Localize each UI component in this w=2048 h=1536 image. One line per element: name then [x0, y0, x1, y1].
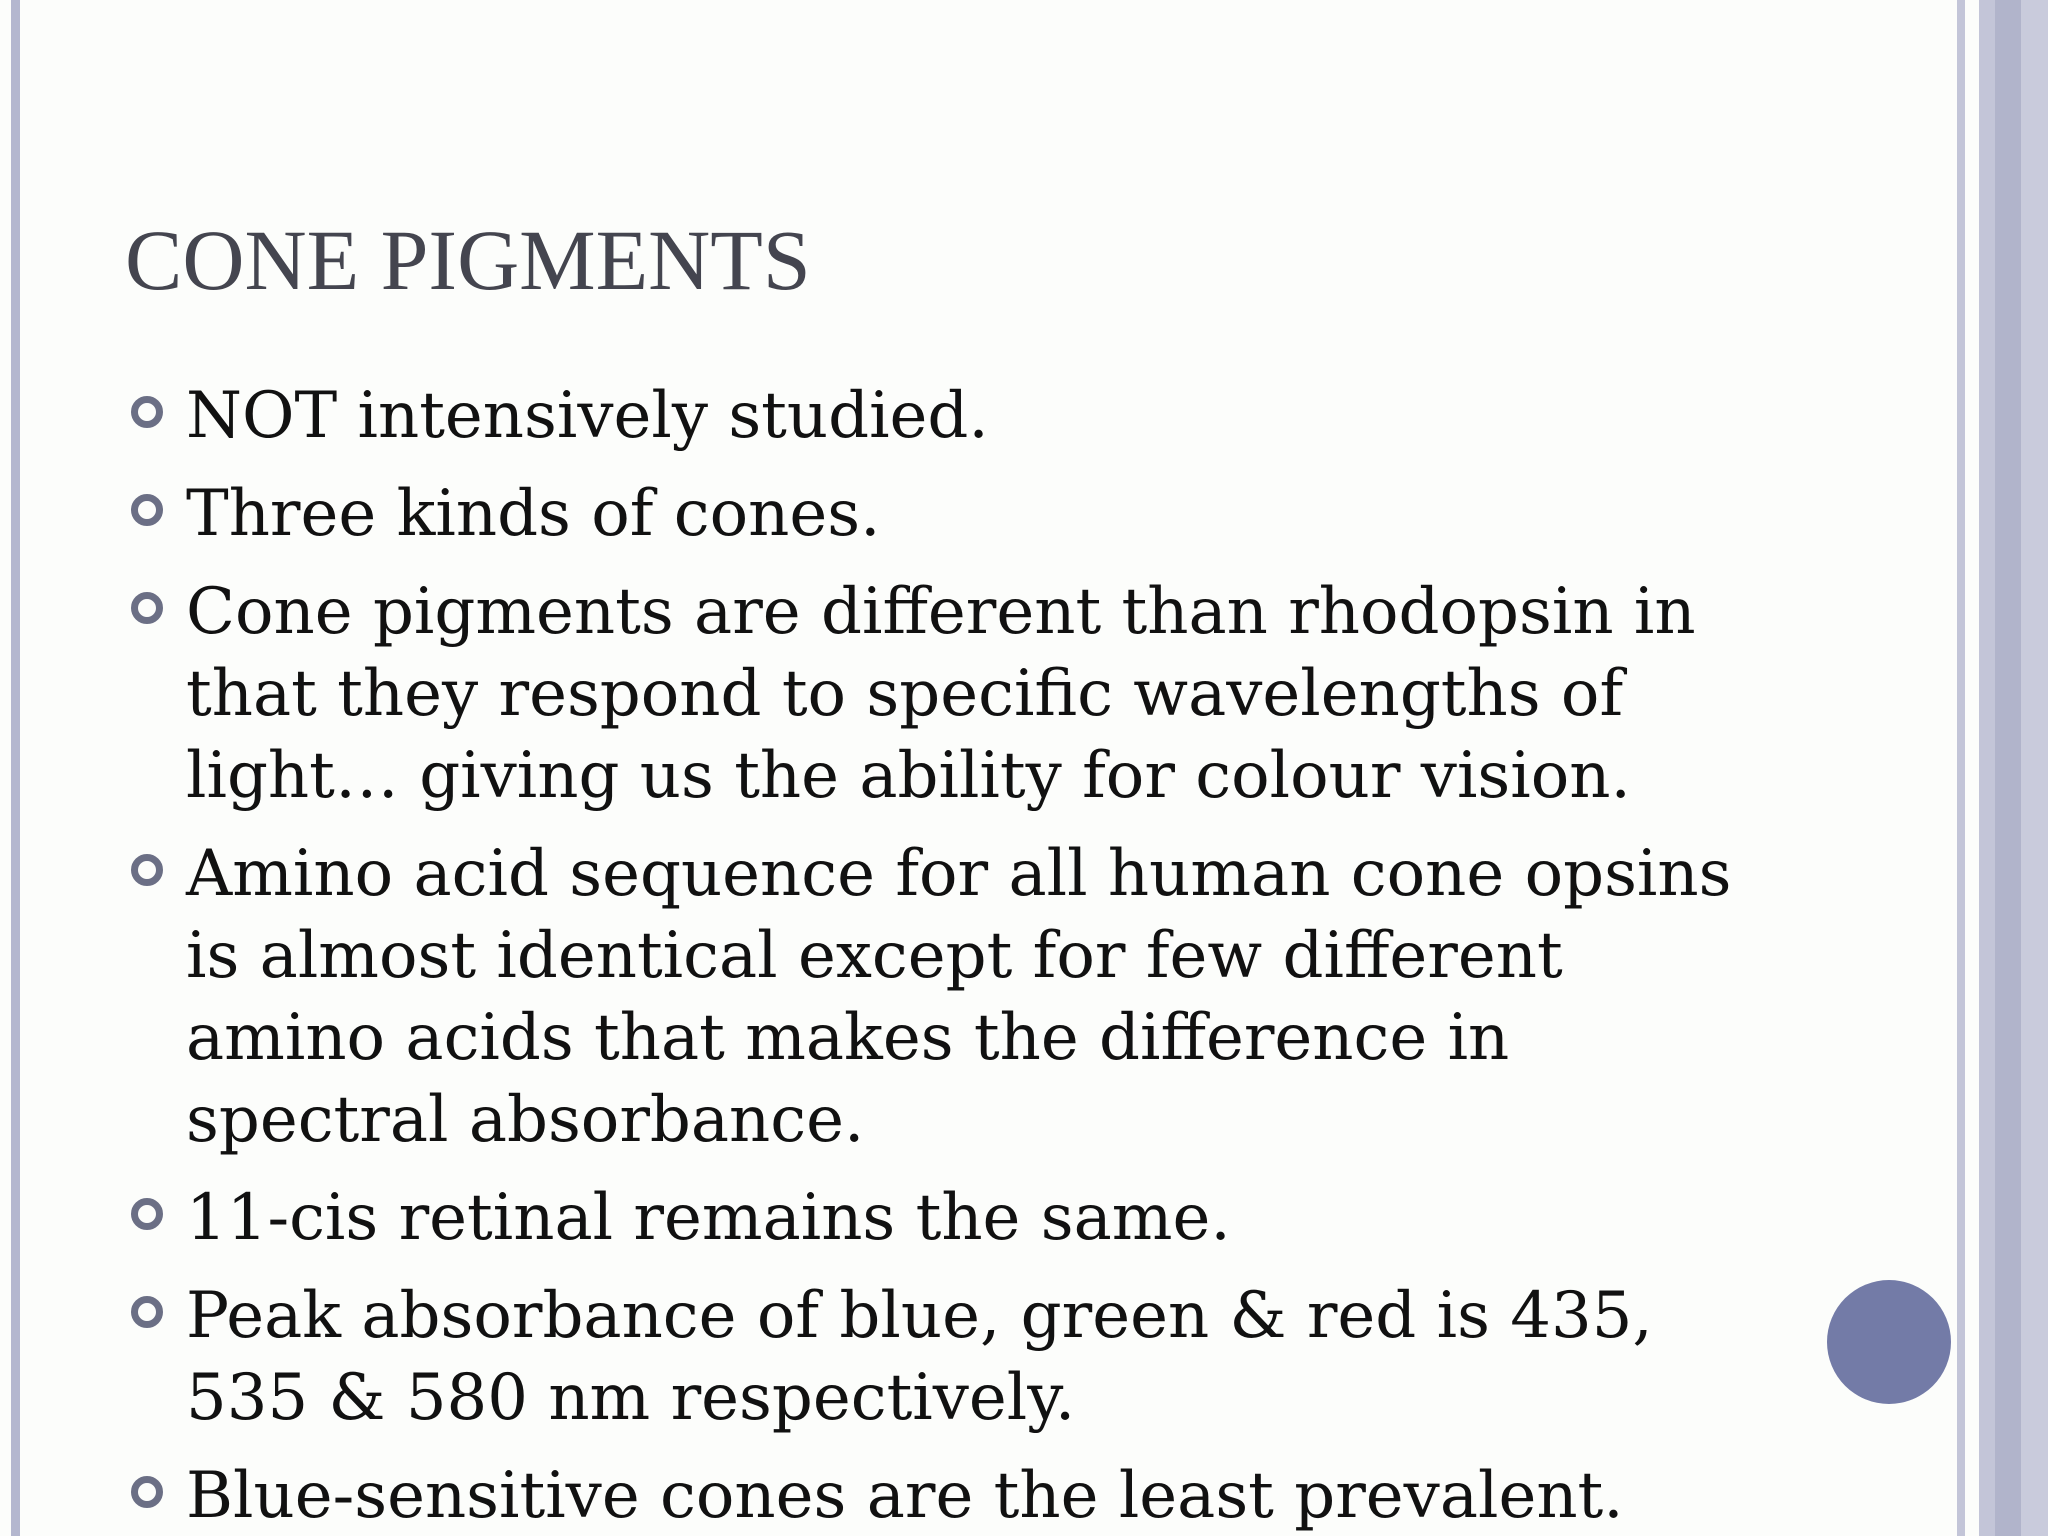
- bullet-item: [125, 833, 1775, 1161]
- bullet-text: NOT intensively studied.: [186, 379, 989, 453]
- bullet-text: Amino acid sequence for all human cone opsins is almost identical except for few different amino acids that makes the difference in spectral absorbance.: [186, 837, 1732, 1157]
- bullet-ring-icon: [131, 396, 163, 428]
- bullet-text: Three kinds of cones.: [186, 477, 881, 551]
- right-border-stripe: [1957, 0, 1965, 1536]
- slide-title: CONE PIGMENTS: [125, 212, 811, 308]
- bullet-item: [125, 1275, 1775, 1439]
- bullet-item: [125, 473, 1775, 555]
- bullet-ring-icon: [131, 592, 163, 624]
- bullet-ring-icon: [131, 1198, 163, 1230]
- left-border-stripe: [11, 0, 20, 1536]
- bullet-list: [125, 375, 1775, 1536]
- bullet-item: [125, 1455, 1775, 1536]
- right-border-stripe: [2021, 0, 2048, 1536]
- bullet-text: Peak absorbance of blue, green & red is 435, 535 & 580 nm respectively.: [186, 1279, 1653, 1435]
- right-border-stripe: [1979, 0, 1995, 1536]
- bullet-ring-icon: [131, 494, 163, 526]
- bullet-text: Cone pigments are different than rhodopsin in that they respond to specific wavelengths of light… giving us the ability for colour vision.: [186, 575, 1696, 813]
- right-border-stripe: [1995, 0, 2021, 1536]
- bullet-text: 11-cis retinal remains the same.: [186, 1181, 1231, 1255]
- bullet-ring-icon: [131, 1476, 163, 1508]
- bullet-ring-icon: [131, 854, 163, 886]
- bullet-item: [125, 571, 1775, 817]
- bullet-text: Blue-sensitive cones are the least prevalent.: [186, 1459, 1624, 1533]
- bullet-ring-icon: [131, 1296, 163, 1328]
- bullet-item: [125, 1177, 1775, 1259]
- bullet-item: [125, 375, 1775, 457]
- decorative-circle: [1827, 1280, 1951, 1404]
